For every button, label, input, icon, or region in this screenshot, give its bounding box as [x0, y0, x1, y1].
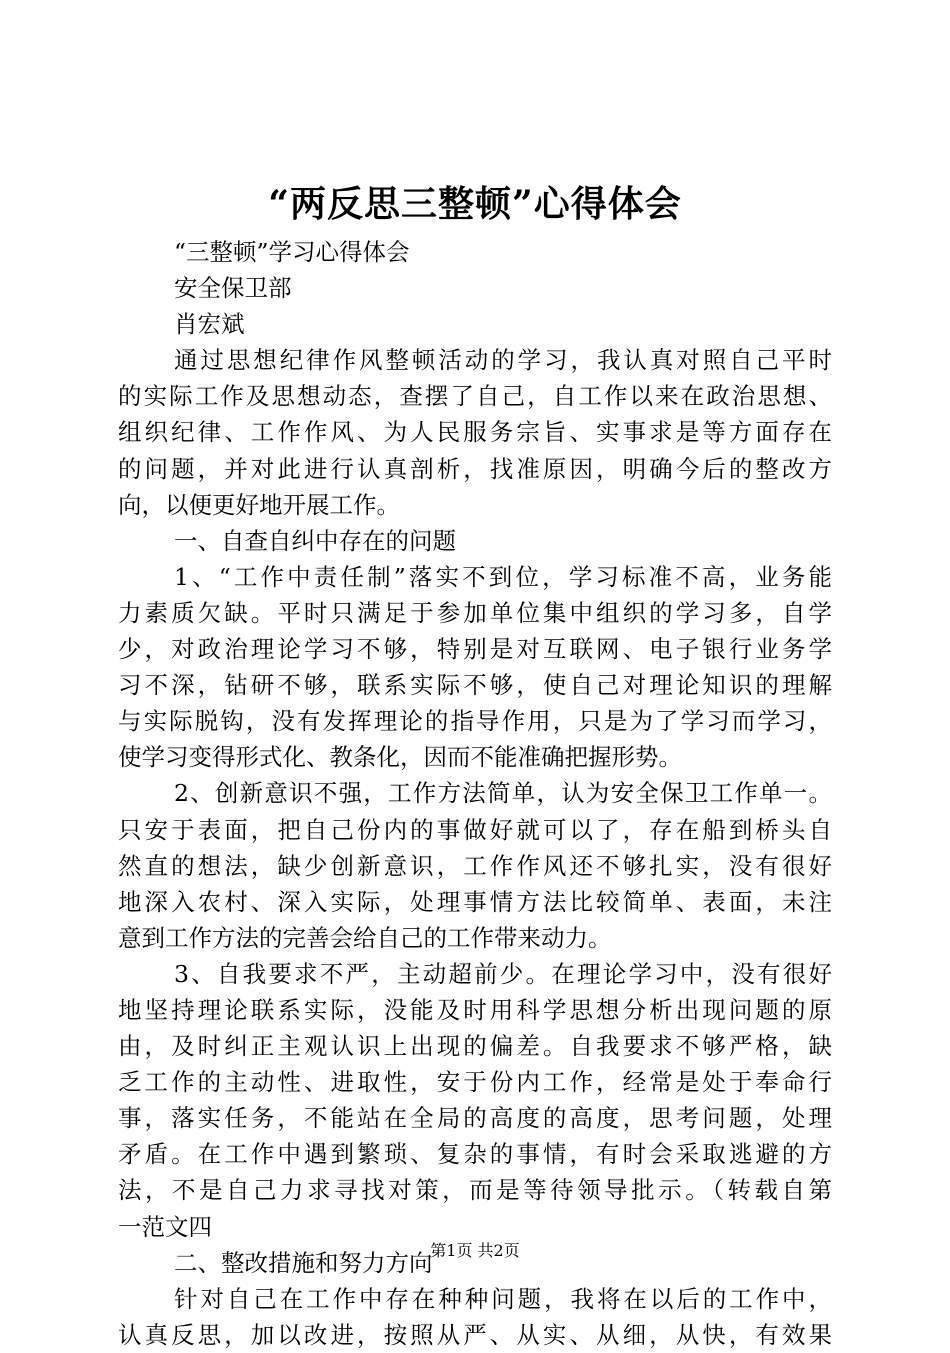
- text-line: 地深入农村、深入实际，处理事情方法比较简单、表面，未注: [118, 887, 832, 916]
- text-line: 1、“工作中责任制”落实不到位，学习标准不高，业务能: [174, 562, 832, 591]
- text-line: 然直的想法，缺少创新意识，工作作风还不够扎实，没有很好: [118, 851, 832, 880]
- text-line: 由，及时纠正主观认识上出现的偏差。自我要求不够严格，缺: [118, 1032, 832, 1061]
- author-line: 肖宏斌: [174, 310, 245, 339]
- text-line: 少，对政治理论学习不够，特别是对互联网、电子银行业务学: [118, 635, 832, 664]
- text-line: 的实际工作及思想动态，查摆了自己，自工作以来在政治思想、: [118, 382, 832, 411]
- text-line: 的问题，并对此进行认真剖析，找准原因，明确今后的整改方: [118, 454, 832, 483]
- text-line: 意到工作方法的完善会给自己的工作带来动力。: [118, 923, 612, 952]
- text-line: 一范文四: [118, 1212, 212, 1241]
- text-line: 乏工作的主动性、进取性，安于份内工作，经常是处于奉命行: [118, 1068, 832, 1097]
- department-line: 安全保卫部: [174, 274, 292, 303]
- text-line: 力素质欠缺。平时只满足于参加单位集中组织的学习多，自学: [118, 598, 832, 627]
- text-line: 只安于表面，把自己份内的事做好就可以了，存在船到桥头自: [118, 815, 832, 844]
- text-line: 组织纪律、工作作风、为人民服务宗旨、实事求是等方面存在: [118, 418, 832, 447]
- text-line: 矛盾。在工作中遇到繁琐、复杂的事情，有时会采取逃避的方: [118, 1140, 832, 1169]
- text-line: 针对自己在工作中存在种种问题，我将在以后的工作中，: [174, 1284, 832, 1313]
- section-heading: 二、整改措施和努力方向: [174, 1248, 433, 1277]
- text-line: 地坚持理论联系实际，没能及时用科学思想分析出现问题的原: [118, 995, 832, 1024]
- subtitle-line: “三整顿”学习心得体会: [174, 238, 410, 266]
- text-line: 3、自我要求不严，主动超前少。在理论学习中，没有很好: [174, 959, 832, 988]
- text-line: 事，落实任务，不能站在全局的高度的高度，思考问题，处理: [118, 1104, 832, 1133]
- text-line: 习不深，钻研不够，联系实际不够，使自己对理论知识的理解: [118, 671, 832, 700]
- text-line: 使学习变得形式化、教条化，因而不能准确把握形势。: [118, 743, 682, 772]
- document-title: “两反思三整顿”心得体会: [268, 183, 682, 225]
- text-line: 2、创新意识不强，工作方法简单，认为安全保卫工作单一。: [174, 779, 832, 808]
- text-line: 法，不是自己力求寻找对策，而是等待领导批示。（转载自第: [118, 1176, 832, 1205]
- section-heading: 一、自查自纠中存在的问题: [174, 526, 456, 555]
- page-number: 第1页 共2页: [430, 1241, 520, 1260]
- text-line: 认真反思，加以改进，按照从严、从实、从细，从快，有效果: [118, 1320, 832, 1349]
- text-line: 与实际脱钩，没有发挥理论的指导作用，只是为了学习而学习，: [118, 707, 832, 736]
- document-body: [118, 234, 832, 1353]
- text-line: 通过思想纪律作风整顿活动的学习，我认真对照自己平时: [174, 346, 832, 375]
- text-line: 向，以便更好地开展工作。: [118, 490, 400, 519]
